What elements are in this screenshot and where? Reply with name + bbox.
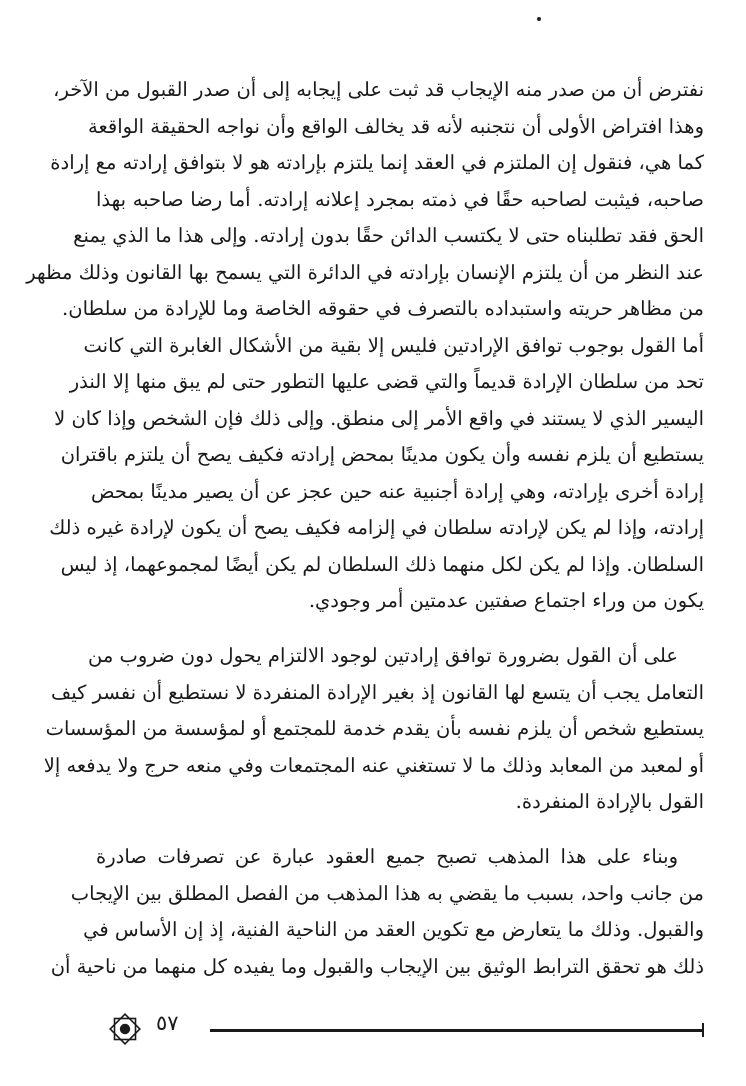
text-line: من مظاهر حريته واستبداده بالتصرف في حقوقه الخاصة وما للإرادة من سلطان. (62, 297, 704, 320)
text-line: كما هي، فنقول إن الملتزم في العقد إنما يلتزم بإرادته هو لا بتوافق إرادته مع إرادة (50, 151, 704, 174)
text-line: أما القول بوجوب توافق الإرادتين فليس إلا بقية من الأشكال الغابرة التي كانت (83, 333, 704, 357)
text-line: نفترض أن من صدر منه الإيجاب قد ثبت على إيجابه إلى أن صدر القبول من الآخر، (53, 78, 704, 101)
text-line: إرادة أخرى بإرادته، وهي إرادة أجنبية عنه حين عجز عن أن يصير مدينًا بمحض (90, 479, 704, 503)
text-line: وهذا افتراض الأولى أن نتجنبه لأنه قد يخالف الواقع وأن نواجه الحقيقة الواقعة (88, 114, 704, 138)
text-line: ذلك هو تحقق الترابط الوثيق بين الإيجاب والقبول وما يفيده كل منهما من ناحية أن (50, 954, 704, 978)
text-line: من جانب واحد، بسبب ما يقضي به هذا المذهب من الفصل المطلق بين الإيجاب (70, 881, 704, 905)
text-line: التعامل يجب أن يتسع لها القانون إذ بغير الإرادة المنفردة لا نستطيع أن نفسر كيف (51, 680, 704, 704)
text-line: السلطان. وإذا لم يكن لكل منهما ذلك السلطان لم يكن أيضًا لمجموعهما، إذ ليس (60, 552, 704, 576)
text-line: وبناء على هذا المذهب تصبح جميع العقود عبارة عن تصرفات صادرة (96, 845, 678, 868)
page-footer (100, 1003, 704, 1043)
paragraph-3 (50, 839, 704, 985)
text-line: والقبول. وذلك ما يتعارض مع تكوين العقد من الناحية الفنية، إذ إن الأساس في (83, 918, 704, 941)
text-line: اليسير الذي لا يستند في واقع الأمر إلى منطق. وإلى ذلك فإن الشخص وإذا كان لا (54, 406, 704, 430)
text-line: القول بالإرادة المنفردة. (515, 790, 704, 813)
page-number: ٥٧ (156, 1011, 179, 1035)
text-line: يكون من وراء اجتماع صفتين عدمتين أمر وجودي. (308, 589, 704, 612)
paragraph-2 (43, 638, 704, 821)
footer-rule (210, 1029, 704, 1032)
text-line: إرادته، وإذا لم يكن لإرادته سلطان في إلزامه فكيف يصح أن يكون لإرادة غيره ذلك (49, 516, 704, 539)
printing-mark (537, 17, 541, 21)
footer-rule-end (702, 1023, 704, 1037)
text-line: يستطيع أن يلزم نفسه وأن يكون مدينًا بمحض إرادته فكيف يصح أن يلتزم باقتران (60, 443, 704, 466)
paragraph-1 (26, 72, 704, 620)
eight-point-star-ornament-icon (108, 1012, 142, 1046)
text-line: الحق فقد تطلبناه حتى لا يكتسب الدائن حقًا بدون إرادته. وإلى هذا ما الذي يمنع (73, 224, 704, 247)
text-line: صاحبه، فيثبت لصاحبه حقًا في ذمته بمجرد إعلانه إرادته. أما رضا صاحبه بهذا (96, 187, 704, 211)
text-line: يستطيع شخص أن يلزم نفسه بأن يقدم خدمة للمجتمع أو لمؤسسة من المؤسسات (45, 717, 704, 740)
text-line: أو لمعبد من المعابد وذلك ما لا تستغني عنه المجتمعات وفي منعه حرج ولا يدفعه إلا (43, 753, 704, 777)
text-line: تحد من سلطان الإرادة قديماً والتي قضى عليها التطور حتى لم يبق منها إلا النذر (69, 370, 704, 393)
text-line: عند النظر من أن يلتزم الإنسان بإرادته في الدائرة التي يسمح بها القانون وذلك مظهر (26, 260, 704, 284)
text-line: على أن القول بضرورة توافق إرادتين لوجود الالتزام يحول دون ضروب من (88, 644, 678, 667)
